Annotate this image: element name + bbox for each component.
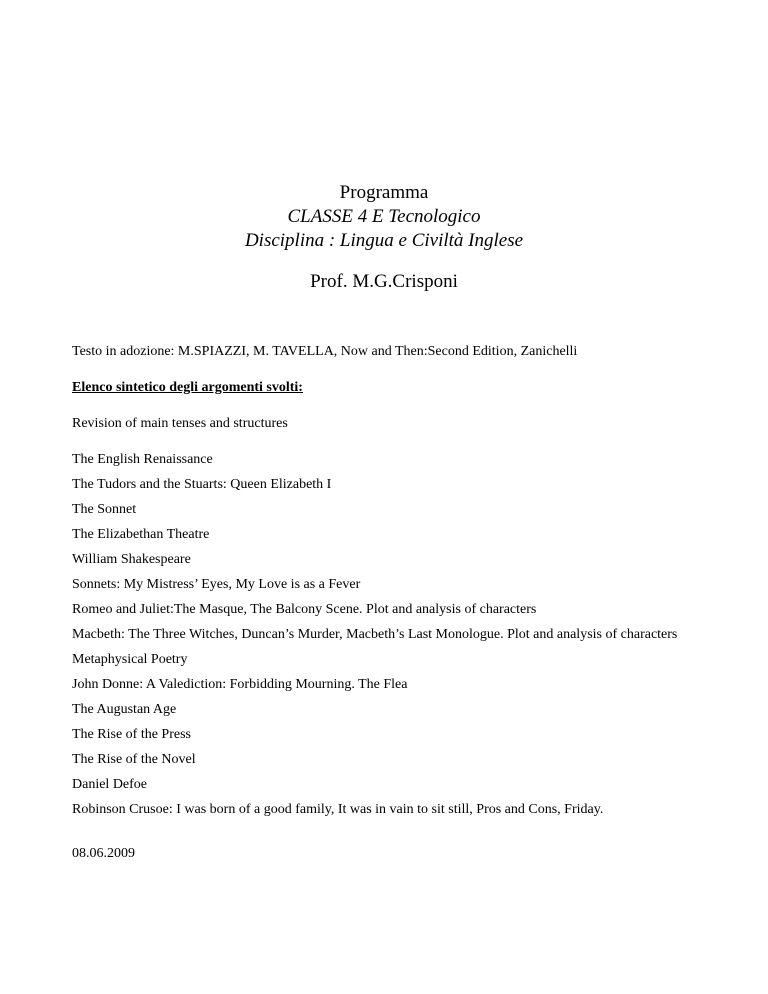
class-line: CLASSE 4 E Tecnologico (287, 206, 481, 227)
list-item: Sonnets: My Mistress’ Eyes, My Love is as a Fever (72, 577, 361, 592)
list-item: Daniel Defoe (72, 777, 148, 792)
topics-list (72, 451, 712, 818)
list-item: Robinson Crusoe: I was born of a good family, It was in vain to sit still, Pros and Cons, Friday. (72, 802, 604, 817)
list-item: The Sonnet (72, 502, 137, 517)
document-body (72, 343, 712, 876)
list-item: The Rise of the Novel (72, 752, 196, 767)
list-item: The English Renaissance (72, 452, 213, 467)
list-item: The Tudors and the Stuarts: Queen Elizabeth I (72, 477, 332, 492)
document-header (0, 181, 768, 294)
list-item: The Augustan Age (72, 702, 177, 717)
professor-name: Prof. M.G.Crisponi (310, 271, 458, 292)
list-item: Romeo and Juliet:The Masque, The Balcony Scene. Plot and analysis of characters (72, 602, 537, 617)
list-item: Metaphysical Poetry (72, 652, 188, 667)
list-item: The Elizabethan Theatre (72, 527, 210, 542)
list-item: John Donne: A Valediction: Forbidding Mourning. The Flea (72, 677, 408, 692)
section-title: Elenco sintetico degli argomenti svolti: (72, 380, 303, 395)
document-date: 08.06.2009 (72, 846, 135, 861)
revision-line: Revision of main tenses and structures (72, 416, 288, 431)
document-title: Programma (339, 182, 429, 203)
list-item: William Shakespeare (72, 552, 191, 567)
list-item: The Rise of the Press (72, 727, 191, 742)
textbook-line: Testo in adozione: M.SPIAZZI, M. TAVELLA, Now and Then:Second Edition, Zanichelli (72, 344, 578, 359)
discipline-line: Disciplina : Lingua e Civiltà Inglese (244, 230, 524, 251)
list-item: Macbeth: The Three Witches, Duncan’s Murder, Macbeth’s Last Monologue. Plot and analysis of characters (72, 627, 678, 642)
